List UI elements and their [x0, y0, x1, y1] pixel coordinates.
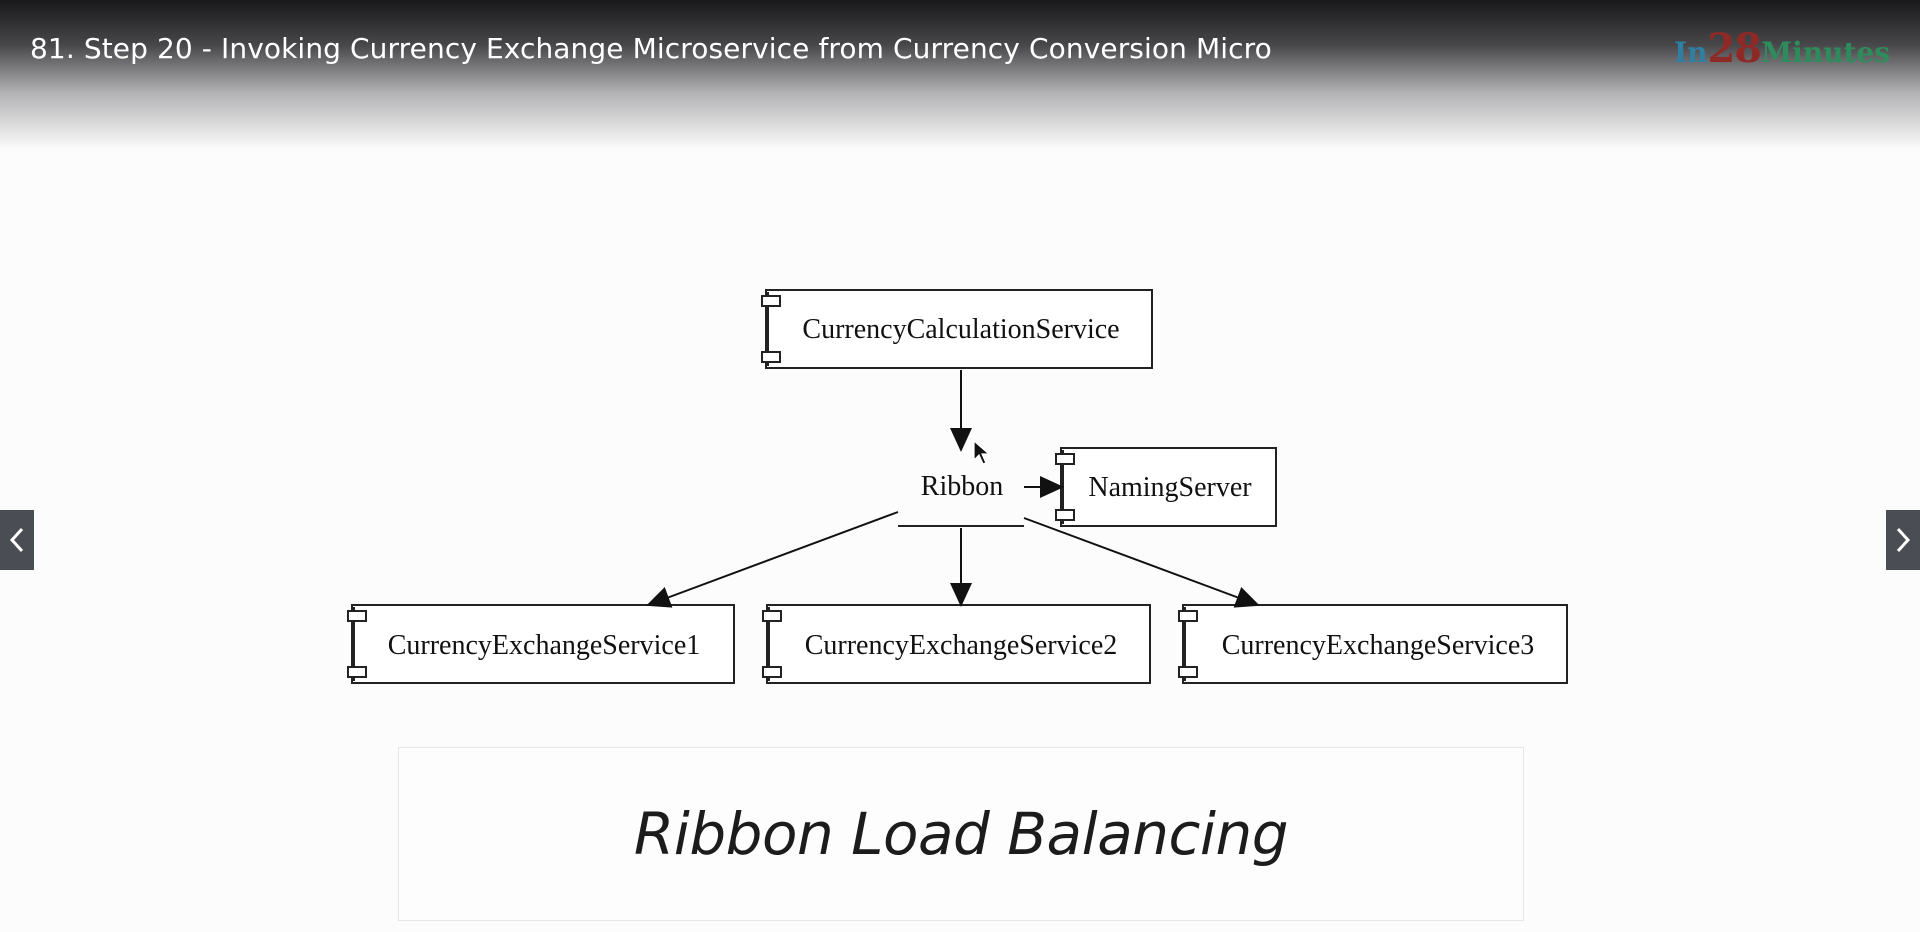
mouse-pointer-icon [973, 440, 991, 466]
node-label-exchange-2: CurrencyExchangeService2 [804, 630, 1118, 661]
chevron-right-icon [1895, 527, 1911, 553]
logo-minutes: Minutes [1761, 36, 1890, 69]
slide-caption: Ribbon Load Balancing [633, 800, 1289, 868]
node-label-calculation: CurrencyCalculationService [802, 314, 1120, 345]
edge-ribbon-to-exchange-3 [1024, 518, 1258, 605]
node-ribbon [898, 471, 1024, 526]
node-label-ribbon: Ribbon [920, 471, 1004, 502]
logo-number: 28 [1707, 25, 1762, 72]
node-naming-server [1056, 448, 1276, 526]
next-lecture-button[interactable] [1886, 510, 1920, 570]
node-currency-exchange-service-3 [1179, 605, 1567, 683]
edge-ribbon-to-exchange-1 [648, 512, 898, 605]
previous-lecture-button[interactable] [0, 510, 34, 570]
slide-caption-box [398, 747, 1524, 921]
lecture-title: 81. Step 20 - Invoking Currency Exchange Microservice from Currency Conversion Micro [30, 32, 1272, 65]
chevron-left-icon [9, 527, 25, 553]
node-currency-calculation-service [762, 290, 1152, 368]
video-title-bar [0, 0, 1920, 150]
node-currency-exchange-service-2 [763, 605, 1150, 683]
logo-in: In [1674, 36, 1708, 69]
in28minutes-logo [1674, 24, 1890, 82]
node-label-exchange-1: CurrencyExchangeService1 [387, 630, 701, 661]
node-label-naming: NamingServer [1088, 472, 1252, 503]
node-currency-exchange-service-1 [348, 605, 734, 683]
node-label-exchange-3: CurrencyExchangeService3 [1221, 630, 1535, 661]
